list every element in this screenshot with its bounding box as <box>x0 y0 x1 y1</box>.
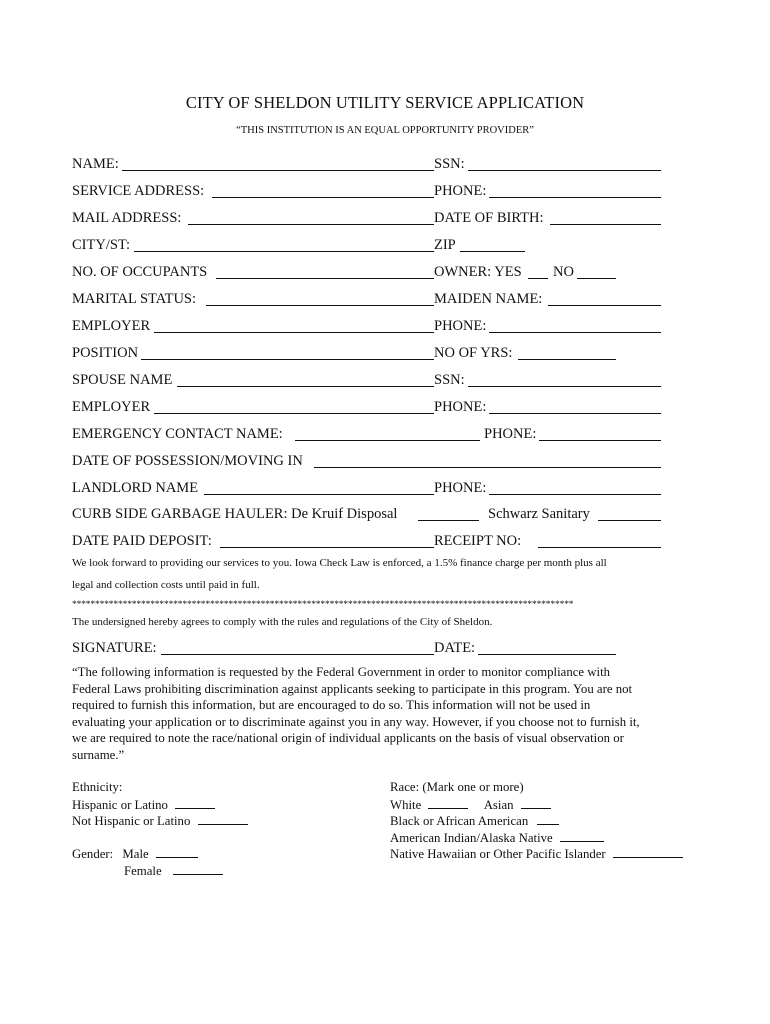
gender-male-option <box>72 845 198 863</box>
signature-date-label: DATE: <box>434 640 476 656</box>
american-indian-field[interactable] <box>560 829 604 842</box>
service-address-row <box>72 182 672 202</box>
landlord-phone-field[interactable] <box>489 494 661 495</box>
possession-date-field[interactable] <box>314 467 661 468</box>
owner-no-field[interactable] <box>577 278 616 279</box>
employer-phone-label: PHONE: <box>434 318 487 334</box>
city-zip-row <box>72 236 672 256</box>
date-of-birth-field[interactable] <box>550 224 661 225</box>
date-of-birth-label: DATE OF BIRTH: <box>434 210 544 226</box>
owner-yes-label: OWNER: YES <box>434 264 522 280</box>
spouse-row <box>72 371 672 391</box>
hispanic-field[interactable] <box>175 796 215 809</box>
employer-phone-field[interactable] <box>489 332 661 333</box>
marital-status-field[interactable] <box>206 305 434 306</box>
zip-label: ZIP <box>434 237 456 253</box>
employer-row <box>72 317 672 337</box>
phone-field[interactable] <box>489 197 661 198</box>
landlord-phone-label: PHONE: <box>434 480 487 496</box>
marital-maiden-row <box>72 290 672 310</box>
not-hispanic-option <box>72 812 248 830</box>
no-of-yrs-label: NO OF YRS: <box>434 345 513 361</box>
black-option <box>390 812 559 830</box>
name-field[interactable] <box>122 170 434 171</box>
receipt-no-field[interactable] <box>538 547 661 548</box>
gender-label: Gender: <box>72 847 114 861</box>
maiden-name-label: MAIDEN NAME: <box>434 291 543 307</box>
hispanic-option <box>72 796 215 814</box>
name-ssn-row <box>72 155 672 175</box>
spouse-name-field[interactable] <box>177 386 434 387</box>
spouse-employer-field[interactable] <box>154 413 434 414</box>
signature-row <box>72 639 672 659</box>
asian-label: Asian <box>483 798 514 812</box>
spouse-employer-label: EMPLOYER <box>72 399 151 415</box>
federal-disclosure <box>72 664 712 764</box>
date-paid-deposit-label: DATE PAID DEPOSIT: <box>72 533 212 549</box>
landlord-row <box>72 479 672 499</box>
ethnicity-label: Ethnicity: <box>72 780 123 794</box>
emergency-phone-label: PHONE: <box>484 426 537 442</box>
spouse-ssn-field[interactable] <box>468 386 661 387</box>
owner-no-label: NO <box>553 264 574 280</box>
federal-line: required to furnish this information, but are encouraged to do so. This information will not be used in <box>72 698 591 713</box>
asian-field[interactable] <box>521 796 551 809</box>
zip-field[interactable] <box>460 251 525 252</box>
check-law-notice-line-1: We look forward to providing our services to you. Iowa Check Law is enforced, a 1.5% finance charge per month plus all <box>72 557 607 569</box>
possession-date-row <box>72 452 672 472</box>
signature-date-field[interactable] <box>478 654 616 655</box>
city-st-label: CITY/ST: <box>72 237 131 253</box>
maiden-name-field[interactable] <box>548 305 661 306</box>
position-field[interactable] <box>141 359 434 360</box>
date-paid-deposit-field[interactable] <box>220 547 434 548</box>
schwarz-field[interactable] <box>598 520 661 521</box>
schwarz-label: Schwarz Sanitary <box>488 506 590 522</box>
gender-female-option <box>124 862 223 880</box>
agreement-statement: The undersigned hereby agrees to comply with the rules and regulations of the City of Sheldon. <box>72 616 493 628</box>
equal-opportunity-statement: “THIS INSTITUTION IS AN EQUAL OPPORTUNITY PROVIDER” <box>236 125 534 136</box>
landlord-name-field[interactable] <box>204 494 434 495</box>
spouse-phone-label: PHONE: <box>434 399 487 415</box>
hawaiian-field[interactable] <box>613 845 683 858</box>
hawaiian-option <box>390 845 683 863</box>
signature-label: SIGNATURE: <box>72 640 157 656</box>
occupants-label: NO. OF OCCUPANTS <box>72 264 208 280</box>
occupants-owner-row <box>72 263 672 283</box>
position-row <box>72 344 672 364</box>
mail-address-label: MAIL ADDRESS: <box>72 210 182 226</box>
mail-address-row <box>72 209 672 229</box>
race-label: Race: (Mark one or more) <box>390 780 524 794</box>
emergency-phone-field[interactable] <box>539 440 661 441</box>
american-indian-label: American Indian/Alaska Native <box>390 831 553 845</box>
occupants-field[interactable] <box>216 278 434 279</box>
black-label: Black or African American <box>390 814 529 828</box>
female-label: Female <box>124 864 162 878</box>
receipt-no-label: RECEIPT NO: <box>434 533 522 549</box>
emergency-contact-label: EMERGENCY CONTACT NAME: <box>72 426 283 442</box>
phone-label: PHONE: <box>434 183 487 199</box>
service-address-label: SERVICE ADDRESS: <box>72 183 205 199</box>
spouse-phone-field[interactable] <box>489 413 661 414</box>
male-label: Male <box>122 847 149 861</box>
white-label: White <box>390 798 422 812</box>
not-hispanic-field[interactable] <box>198 812 248 825</box>
possession-date-label: DATE OF POSSESSION/MOVING IN <box>72 453 303 469</box>
not-hispanic-label: Not Hispanic or Latino <box>72 814 191 828</box>
form-title: CITY OF SHELDON UTILITY SERVICE APPLICATION <box>185 93 585 112</box>
hawaiian-label: Native Hawaiian or Other Pacific Islander <box>390 847 606 861</box>
employer-label: EMPLOYER <box>72 318 151 334</box>
white-field[interactable] <box>428 796 468 809</box>
male-field[interactable] <box>156 845 198 858</box>
service-address-field[interactable] <box>212 197 434 198</box>
garbage-hauler-label: CURB SIDE GARBAGE HAULER: De Kruif Disposal <box>72 506 398 522</box>
federal-line: we are required to note the race/national origin of individual applicants on the basis of visual observation or <box>72 731 624 746</box>
spouse-ssn-label: SSN: <box>434 372 465 388</box>
ssn-label: SSN: <box>434 156 465 172</box>
check-law-notice-line-2: legal and collection costs until paid in full. <box>72 579 260 591</box>
marital-status-label: MARITAL STATUS: <box>72 291 197 307</box>
no-of-yrs-field[interactable] <box>518 359 616 360</box>
emergency-contact-field[interactable] <box>295 440 480 441</box>
black-field[interactable] <box>537 812 559 825</box>
deposit-row <box>72 532 672 552</box>
emergency-contact-row <box>72 425 672 445</box>
ssn-field[interactable] <box>468 170 661 171</box>
de-kruif-field[interactable] <box>418 520 479 521</box>
spouse-name-label: SPOUSE NAME <box>72 372 173 388</box>
signature-field[interactable] <box>161 654 434 655</box>
federal-line: surname.” <box>72 747 125 762</box>
separator: ************************************************************************************************************* <box>72 600 574 610</box>
american-indian-option <box>390 829 604 847</box>
white-asian-option <box>390 796 551 814</box>
female-field[interactable] <box>173 862 223 875</box>
city-st-field[interactable] <box>134 251 434 252</box>
garbage-hauler-row <box>72 505 672 525</box>
owner-yes-field[interactable] <box>528 278 548 279</box>
spouse-employer-row <box>72 398 672 418</box>
federal-line: Federal Laws prohibiting discrimination against applicants seeking to participate in this program. You are not <box>72 681 633 696</box>
federal-line: evaluating your application or to discriminate against you in any way. However, if you choose not to furnish it, <box>72 714 640 729</box>
name-label: NAME: <box>72 156 119 172</box>
mail-address-field[interactable] <box>188 224 434 225</box>
federal-line: “The following information is requested by the Federal Government in order to monitor compliance with <box>72 665 611 679</box>
position-label: POSITION <box>72 345 139 361</box>
landlord-name-label: LANDLORD NAME <box>72 480 199 496</box>
hispanic-label: Hispanic or Latino <box>72 798 168 812</box>
employer-field[interactable] <box>154 332 434 333</box>
